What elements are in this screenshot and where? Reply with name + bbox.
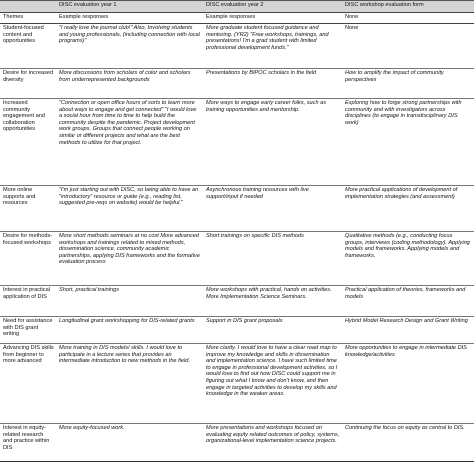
- workshop-cell: More opportunities to engage in intermediate DIS knowledge/activities: [342, 344, 474, 424]
- year1-cell: "Connection or open office hours of sorts to learn more about ways to engage and get connected" "I would love a social hour from time to time to help build the community despite the pandemic. Project development work groups. Groups that connect people working on similar or different projects and what are the best methods to utilize for that project.: [56, 99, 203, 186]
- theme-cell: Need for assistance with DIS grant writing: [0, 317, 56, 344]
- table-row: [0, 232, 474, 286]
- year2-cell: Presentations by BIPOC scholars in the field: [203, 69, 342, 99]
- year2-cell: Asynchronous training resources with live support/input if needed: [203, 186, 342, 232]
- table-row: [0, 186, 474, 232]
- theme-cell: Student-focused content and opportunities: [0, 24, 56, 69]
- workshop-cell: Qualitative methods (e.g., conducting focus groups, interviews (coding methodology). Applying models and frameworks. Applying models and frameworks.: [342, 232, 474, 286]
- theme-cell: More online supports and resources: [0, 186, 56, 232]
- workshop-cell: More practical applications of development of implementation strategies (and assessment): [342, 186, 474, 232]
- subheader-year1: Example responses: [56, 13, 203, 24]
- table-row: [0, 317, 474, 344]
- year1-cell: More discussions from scholars of color and scholars from underrepresented backgrounds: [56, 69, 203, 99]
- header-cell-workshop: DISC workshop evaluation form: [342, 1, 474, 13]
- year2-cell: Short trainings on specific DIS methods: [203, 232, 342, 286]
- year2-cell: More workshops with practical, hands on activities. More Implementation Science Seminars.: [203, 286, 342, 317]
- year1-cell: "I really love the journal club!" Also, Involving students and young professionals, (including connection with local programs)": [56, 24, 203, 69]
- table-row: [0, 424, 474, 462]
- theme-cell: Desire for increased diversity: [0, 69, 56, 99]
- subheader-themes: Themes: [0, 13, 56, 24]
- table-row: [0, 344, 474, 424]
- workshop-cell: Hybrid Model Research Design and Grant Writing: [342, 317, 474, 344]
- year2-cell: More presentations and workshops focused on evaluating equity related outcomes of policy, systems, organizational-level implementation science projects.: [203, 424, 342, 462]
- header-cell-themes: [0, 1, 56, 13]
- theme-cell: Desire for methods-focused workshops: [0, 232, 56, 286]
- subheader-workshop: None: [342, 13, 474, 24]
- header-cell-year1: DISC evaluation year 1: [56, 1, 203, 13]
- header-cell-year2: DISC evaluation year 2: [203, 1, 342, 13]
- table-row: [0, 24, 474, 69]
- theme-cell: Interest in practical application of DIS: [0, 286, 56, 317]
- header-row: [0, 1, 474, 13]
- year1-cell: More equity-focused work.: [56, 424, 203, 462]
- year1-cell: "I'm just starting out with DISC, so being able to have an "introductory" resource or guide (e.g., reading list, suggested pre-reqs on website) would be helpful.": [56, 186, 203, 232]
- workshop-cell: Practical application of theories, frameworks and models: [342, 286, 474, 317]
- subheader-row: [0, 13, 474, 24]
- year2-cell: More clarity. I would love to have a clear road map to improve my knowledge and skills in dissemination and implementation science. I have such limited time to engage in professional development activities, so I would love to find out how DISC could support me in figuring out what I know and don't know, and then engage in targeted activities to develop my skills and knowledge in the weaker areas.: [203, 344, 342, 424]
- theme-cell: Advancing DIS skills from beginner to more advanced: [0, 344, 56, 424]
- year2-cell: More graduate student focused guidance and mentoring. (YR2) "Free workshops, trainings, and presentations! I'm a grad student with limited professional development funds.": [203, 24, 342, 69]
- theme-cell: Interest in equity-related research and practice within DIS: [0, 424, 56, 462]
- workshop-cell: Exploring how to forge strong partnerships with community and with investigators across disciplines (to engage in transdisciplinary DIS work): [342, 99, 474, 186]
- year2-cell: More ways to engage early career folks, such as training opportunities and mentorship.: [203, 99, 342, 186]
- workshop-cell: How to amplify the impact of community perspectives: [342, 69, 474, 99]
- year1-cell: Longitudinal grant workshopping for DIS-related grants: [56, 317, 203, 344]
- subheader-year2: Example responses: [203, 13, 342, 24]
- year2-cell: Support in DIS grant proposals: [203, 317, 342, 344]
- workshop-cell: None: [342, 24, 474, 69]
- theme-cell: Increased community engagement and collaboration opportunities: [0, 99, 56, 186]
- workshop-cell: Continuing the focus on equity as central to DIS.: [342, 424, 474, 462]
- year1-cell: Short, practical trainings: [56, 286, 203, 317]
- table-row: [0, 69, 474, 99]
- table-row: [0, 99, 474, 186]
- year1-cell: More training in DIS models/ skills. I would love to participate in a lecture series that provides an intermediate introduction to new methods in the field.: [56, 344, 203, 424]
- year1-cell: More short methods seminars at no cost More advanced workshops and trainings related to mixed methods, dissemination science, community academic partnerships, applying DIS frameworks and the formative evaluation process: [56, 232, 203, 286]
- table-row: [0, 286, 474, 317]
